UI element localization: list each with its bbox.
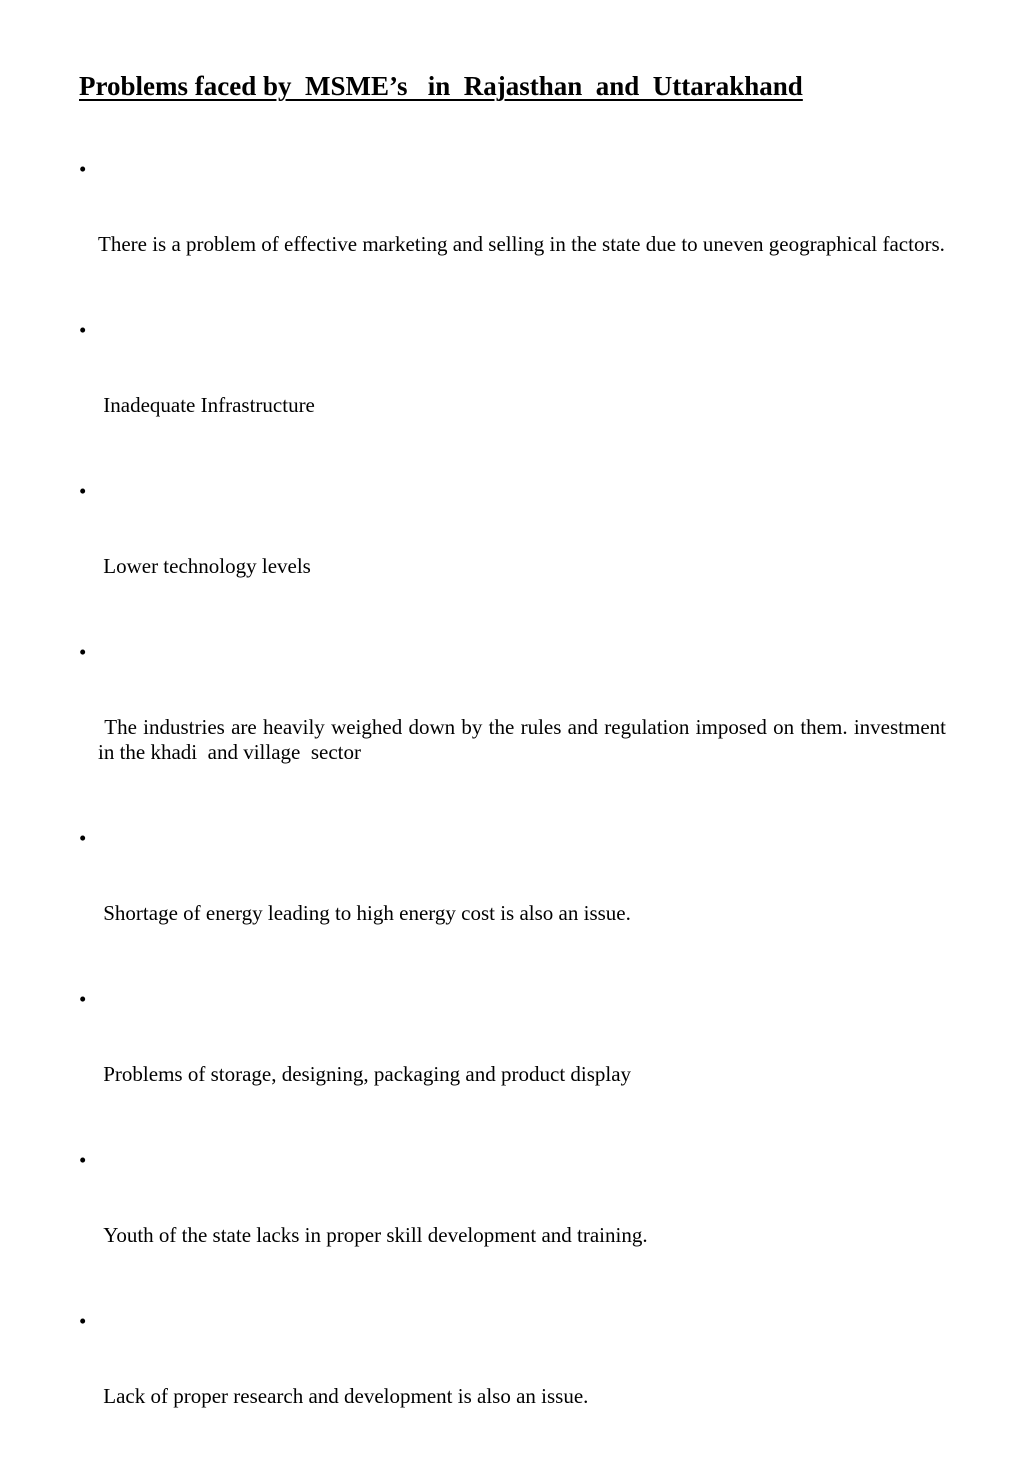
list-item: [79, 479, 946, 629]
bullet-text: The industries are heavily weighed down by the rules and regulation imposed on them. investment in the khadi and village sector: [98, 715, 952, 764]
bullet-icon: •: [79, 987, 87, 1011]
list-item: [79, 1148, 946, 1298]
bullet-text: Lower technology levels: [98, 554, 311, 578]
list-item: [79, 157, 946, 307]
slide-title: Problems faced by MSME’s in Rajasthan and Uttarakhand: [79, 71, 803, 101]
bullet-icon: •: [79, 479, 87, 503]
list-item: [79, 826, 946, 976]
bullet-icon: •: [79, 640, 87, 664]
bullet-text: Youth of the state lacks in proper skill development and training.: [98, 1223, 648, 1247]
bullet-list: [79, 157, 952, 1470]
list-item: [79, 318, 946, 468]
bullet-icon: •: [79, 826, 87, 850]
bullet-icon: •: [79, 1309, 87, 1333]
bullet-text: Problems of storage, designing, packaging and product display: [98, 1062, 632, 1086]
bullet-icon: •: [79, 157, 87, 181]
list-item: [79, 640, 952, 815]
list-item: [79, 987, 946, 1137]
bullet-icon: •: [79, 1148, 87, 1172]
bullet-text: Lack of proper research and development is also an issue.: [98, 1384, 589, 1408]
bullet-text: Shortage of energy leading to high energy cost is also an issue.: [98, 901, 631, 925]
bullet-text: Inadequate Infrastructure: [98, 393, 315, 417]
bullet-icon: •: [79, 318, 87, 342]
list-item: [79, 1309, 946, 1459]
bullet-text: There is a problem of effective marketing and selling in the state due to uneven geographical factors.: [98, 232, 945, 256]
